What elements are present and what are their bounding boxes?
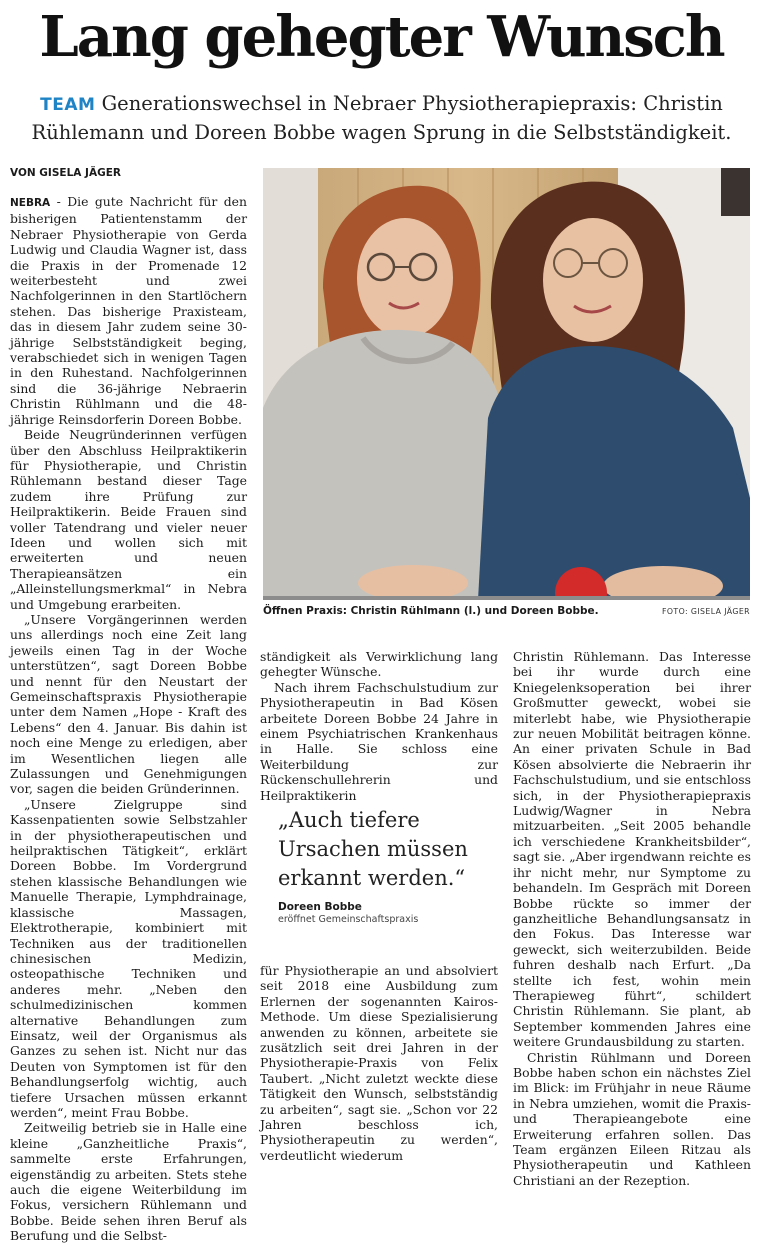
photo-caption <box>263 605 750 617</box>
paragraph: „Unsere Vorgängerinnen werden uns allerdings noch eine Zeit lang jeweils einen Tag in der Woche unterstützen“, sagt Doreen Bobbe und nennt für den Neustart der Gemeinschaftspraxis Physiotherapie unter dem Namen „Hope - Kraft des Lebens“ den 4. Januar. Bis dahin ist noch eine Menge zu erledigen, aber im Wesentlichen liegen alle Zulassungen und Genehmigungen vor, sagen die beiden Gründerinnen. <box>10 611 247 797</box>
article-column-1 <box>10 194 247 1244</box>
article-column-3 <box>513 649 751 1188</box>
article-column-2 <box>260 649 498 803</box>
photo-credit: FOTO: GISELA JÄGER <box>662 607 750 616</box>
paragraph: Beide Neugründerinnen verfügen über den Abschluss Heilpraktikerin für Physiotherapie, und Christin Rühlemann bestand dieser Tage zudem ihre Prüfung zur Heilpraktikerin. Beide Frauen sind voller Tatendrang und vieler neuer Ideen und wollen sich mit erweiterten und neuen Therapieansätzen ein „Alleinstellungsmerkmal“ in Nebra und Umgebung erarbeiten. <box>10 427 247 612</box>
headline: Lang gehegter Wunsch <box>39 4 724 70</box>
subheadline <box>20 90 743 146</box>
quote-text: „Auch tiefere Ursachen müssen erkannt werden.“ <box>278 808 468 890</box>
article-column-2-continued <box>260 963 498 1163</box>
paragraph: Christin Rühlemann. Das Interesse bei ihr wurde durch eine Kniegelenksoperation bei ihrer Großmutter geweckt, wobei sie miterlebt habe, wie Physiotherapie zur neuen Mobilität beitragen könne. An einer privaten Schule in Bad Kösen absolvierte die Nebraerin ihr Fachschulstudium, und sie entschloss sich, in der Physiotherapiepraxis Ludwig/Wagner in Nebra mitzuarbeiten. „Seit 2005 behandle ich verschiedene Krankheitsbilder“, sagt sie. „Aber irgendwann reichte es ihr nicht mehr, nur Symptome zu behandeln. Im Gespräch mit Doreen Bobbe rückte so immer der ganzheitliche Behandlungsansatz in den Fokus. Das Interesse war geweckt, sich weiterzubilden. Beide fuhren deshalb nach Erfurt. „Da stellte ich fest, wohin mein Therapieweg führt“, schildert Christin Rühlemann. Sie plant, ab September kommenden Jahres eine weitere Grundausbildung zu starten. <box>513 649 751 1050</box>
quote-author-role: eröffnet Gemeinschaftspraxis <box>278 914 419 925</box>
pull-quote <box>278 806 498 925</box>
paragraph: Christin Rühlmann und Doreen Bobbe haben schon ein nächstes Ziel im Blick: im Frühjahr in neue Räume in Nebra umziehen, womit die Praxis- und Therapieangebote eine Erweiterung erfahren sollen. Das Team ergänzen Eileen Ritzau als Physiotherapeutin und Kathleen Christiani an der Rezeption. <box>513 1049 751 1188</box>
paragraph: für Physiotherapie an und absolviert seit 2018 eine Ausbildung zum Erlernen der sogenannten Kairos-Methode. Um diese Spezialisierung anwenden zu können, arbeitete sie zusätzlich seit drei Jahren in der Physiotherapie-Praxis von Felix Taubert. „Nicht zuletzt weckte diese Tätigkeit den Wunsch, selbstständig zu arbeiten“, sagt sie. „Schon vor 22 Jahren beschloss ich, Physiotherapeutin zu werden“, verdeutlicht wiederum <box>260 963 498 1163</box>
paragraph: Zeitweilig betrieb sie in Halle eine kleine „Ganzheitliche Praxis“, sammelte erste Erfahrungen, eigenständig zu arbeiten. Stets stehe auch die eigene Weiterbildung im Fokus, versichern Rühlemann und Bobbe. Beide sehen ihren Beruf als Berufung und die Selbst- <box>10 1120 247 1244</box>
dateline: NEBRA <box>10 197 51 209</box>
article-photo <box>263 168 750 600</box>
quote-author: Doreen Bobbe <box>278 901 362 913</box>
byline: VON GISELA JÄGER <box>10 167 121 179</box>
topic-tag: TEAM <box>40 95 96 115</box>
photo-illustration <box>263 168 750 600</box>
paragraph-text: - Die gute Nachricht für den bisherigen Patientenstamm der Nebraer Physiotherapie von Gerda Ludwig und Claudia Wagner ist, dass die Praxis in der Promenade 12 weiterbesteht und zwei Nachfolgerinnen in den Startlöchern stehen. Das bisherige Praxisteam, das in diesem Jahr zudem seine 30-jährige Selbstständigkeit beging, verabschiedet sich in wenigen Tagen in den Ruhestand. Nachfolgerinnen sind die 36-jährige Nebraerin Christin Rühlmann und die 48-jährige Reinsdorferin Doreen Bobbe. <box>10 194 247 427</box>
paragraph: „Unsere Zielgruppe sind Kassenpatienten sowie Selbstzahler in der physiotherapeutischen und heilpraktischen Tätigkeit“, erklärt Doreen Bobbe. Im Vordergrund stehen klassische Behandlungen wie Manuelle Therapie, Lymphdrainage, klassische Massagen, Elektrotherapie, kombiniert mit Techniken aus der traditionellen chinesischen Medizin, osteopathische Techniken und anderes mehr. „Neben den schulmedizinischen kommen alternative Behandlungen zum Einsatz, weil der Organismus als Ganzes zu sehen ist. Nicht nur das Deuten von Symptomen ist für den Behandlungserfolg wichtig, auch tiefere Ursachen müssen erkannt werden“, meint Frau Bobbe. <box>10 796 247 1120</box>
paragraph: ständigkeit als Verwirklichung lang gehegter Wünsche. <box>260 649 498 680</box>
subheadline-text: Generationswechsel in Nebraer Physiotherapiepraxis: Christin Rühlemann und Doreen Bobbe wagen Sprung in die Selbstständigkeit. <box>31 92 732 144</box>
caption-text: Öffnen Praxis: Christin Rühlmann (l.) und Doreen Bobbe. <box>263 605 599 617</box>
paragraph <box>10 194 247 427</box>
paragraph: Nach ihrem Fachschulstudium zur Physiotherapeutin in Bad Kösen arbeitete Doreen Bobbe 24 Jahre in einem Psychiatrischen Krankenhaus in Halle. Sie schloss eine Weiterbildung zur Rückenschullehrerin und Heilpraktikerin <box>260 679 498 803</box>
